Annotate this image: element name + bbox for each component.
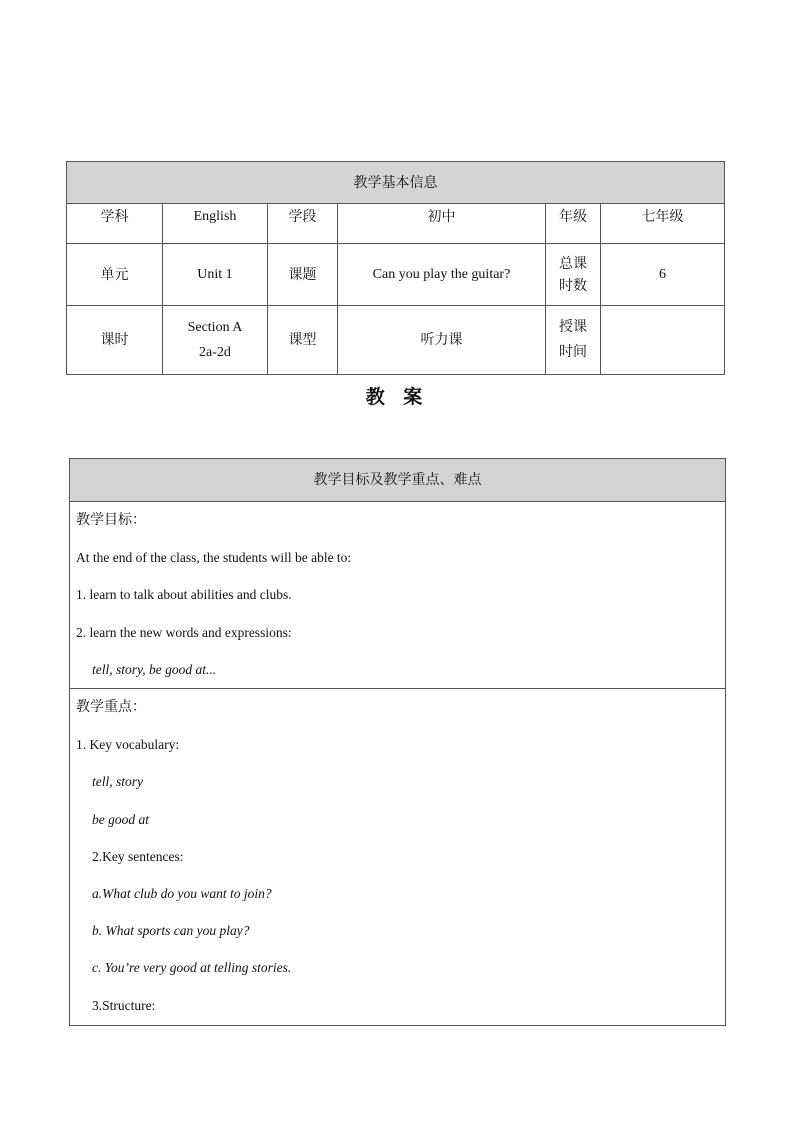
key-sentence-a: a.What club do you want to join? (92, 885, 272, 901)
objective-words: tell, story, be good at... (92, 661, 217, 677)
period-label: 课时 (67, 306, 163, 375)
objective-item-1: 1. learn to talk about abilities and clubs. (76, 587, 292, 603)
unit-value: Unit 1 (163, 244, 268, 306)
key-vocab-1: tell, story (92, 774, 143, 790)
doc-title: 教 案 (365, 386, 429, 408)
total-hours-label (546, 244, 601, 306)
key-vocab-2: be good at (92, 811, 149, 827)
structure-title: 3.Structure: (92, 997, 156, 1013)
objectives-section (70, 502, 725, 689)
key-sentences-title: 2.Key sentences: (92, 848, 184, 864)
key-sentence-c: c. You’re very good at telling stories. (92, 960, 292, 976)
basic-info-table (66, 161, 725, 375)
grade-value: 七年级 (601, 204, 725, 244)
subject-label: 学科 (67, 204, 163, 244)
type-label: 课型 (268, 306, 338, 375)
key-points-section (70, 689, 725, 1025)
objectives-intro: At the end of the class, the students will be able to: (76, 550, 352, 566)
key-sentence-b: b. What sports can you play? (92, 923, 250, 939)
type-value: 听力课 (338, 306, 546, 375)
teaching-time-label-line2: 时间 (559, 344, 587, 360)
basic-info-header: 教学基本信息 (67, 162, 725, 204)
period-value (163, 306, 268, 375)
total-hours-label-line2: 时数 (559, 277, 587, 294)
grade-label: 年级 (546, 204, 601, 244)
lesson-plan-header: 教学目标及教学重点、难点 (70, 459, 725, 502)
period-value-line1: Section A (187, 320, 243, 335)
topic-value: Can you play the guitar? (338, 244, 546, 306)
topic-label: 课题 (268, 244, 338, 306)
stage-value: 初中 (338, 204, 546, 244)
teaching-time-label-line1: 授课 (559, 319, 587, 335)
key-vocab-title: 1. Key vocabulary: (76, 737, 180, 753)
teaching-time-value (601, 306, 725, 375)
period-value-line2: 2a-2d (199, 345, 231, 360)
total-hours-value: 6 (601, 244, 725, 306)
total-hours-label-line1: 总课 (559, 255, 587, 272)
key-points-label: 教学重点： (76, 699, 146, 715)
objective-item-2: 2. learn the new words and expressions: (76, 624, 292, 640)
unit-label: 单元 (67, 244, 163, 306)
subject-value: English (163, 204, 268, 244)
teaching-time-label (546, 306, 601, 375)
stage-label: 学段 (268, 204, 338, 244)
objectives-label: 教学目标： (76, 512, 146, 528)
lesson-plan-box (69, 458, 726, 1026)
